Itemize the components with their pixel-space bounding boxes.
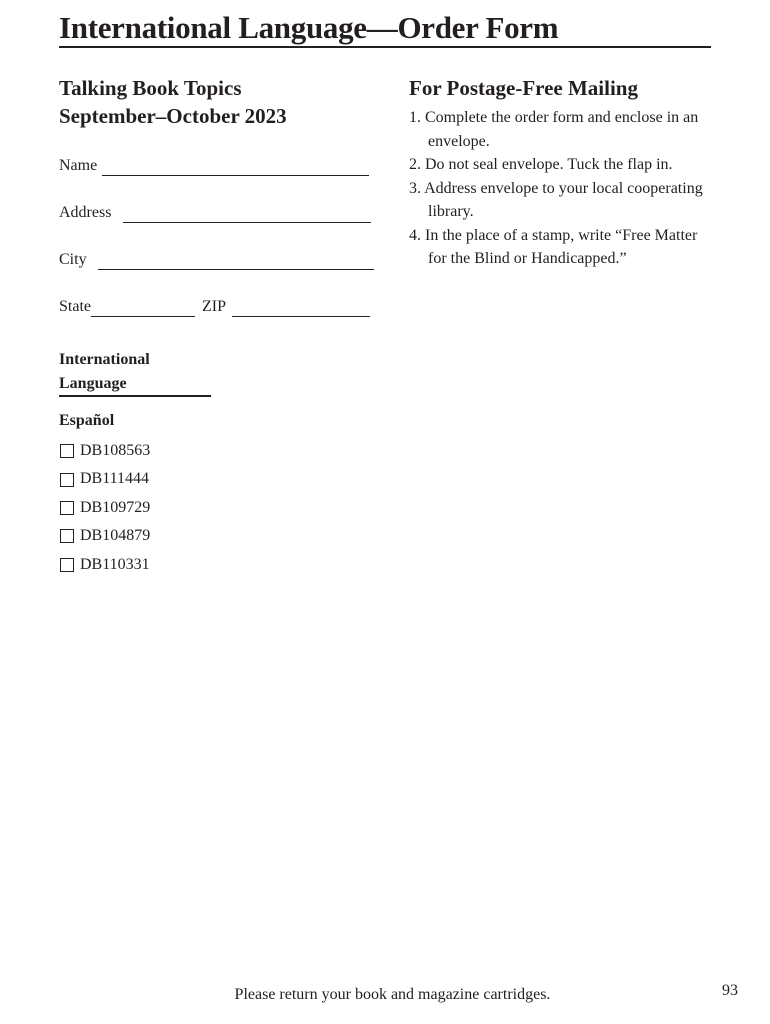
name-input-line[interactable] [102,161,369,176]
page-title: International Language—Order Form [59,10,711,48]
mailing-instructions [409,74,719,271]
list-item [59,437,150,465]
section-heading-line: International [59,351,150,368]
book-number: DB108563 [80,442,151,459]
book-checkbox[interactable] [60,501,74,515]
page-number: 93 [722,982,738,999]
city-field [59,250,374,270]
state-label: State [59,298,91,315]
book-checkbox[interactable] [60,529,74,543]
publication-issue: September–October 2023 [59,104,287,128]
footer-note: Please return your book and magazine cartridges. [234,986,551,1003]
address-input-line[interactable] [123,208,371,223]
name-field [59,156,369,176]
state-input-line[interactable] [91,302,195,317]
list-item [59,465,150,493]
book-checkbox[interactable] [60,473,74,487]
zip-label: ZIP [202,298,226,315]
mailing-title: For Postage-Free Mailing [409,76,638,100]
book-list [59,437,150,579]
address-field [59,203,371,223]
zip-input-line[interactable] [232,302,370,317]
address-label: Address [59,204,112,221]
publication-title: Talking Book Topics [59,76,242,100]
mailing-step: 4. In the place of a stamp, write “Free Matter for the Blind or Handicapped.” [409,226,698,267]
state-zip-field [59,297,370,317]
mailing-steps [409,106,719,271]
section-heading [59,348,211,397]
book-number: DB110331 [80,555,150,573]
book-number: DB109729 [80,498,151,516]
list-item [59,522,150,550]
list-item [59,551,150,579]
mailing-step: 3. Address envelope to your local cooperating library. [409,179,703,220]
language-heading: Español [59,412,115,429]
city-label: City [59,251,87,268]
section-heading-line: Language [59,374,127,392]
book-checkbox[interactable] [60,558,74,572]
name-label: Name [59,157,98,174]
book-number: DB111444 [80,470,150,488]
mailing-step: 2. Do not seal envelope. Tuck the flap in. [409,156,673,173]
book-checkbox[interactable] [60,444,74,458]
list-item [59,494,150,522]
city-input-line[interactable] [98,255,374,270]
order-form-section [59,74,379,315]
mailing-step: 1. Complete the order form and enclose in an envelope. [409,109,699,150]
book-number: DB104879 [80,527,151,545]
